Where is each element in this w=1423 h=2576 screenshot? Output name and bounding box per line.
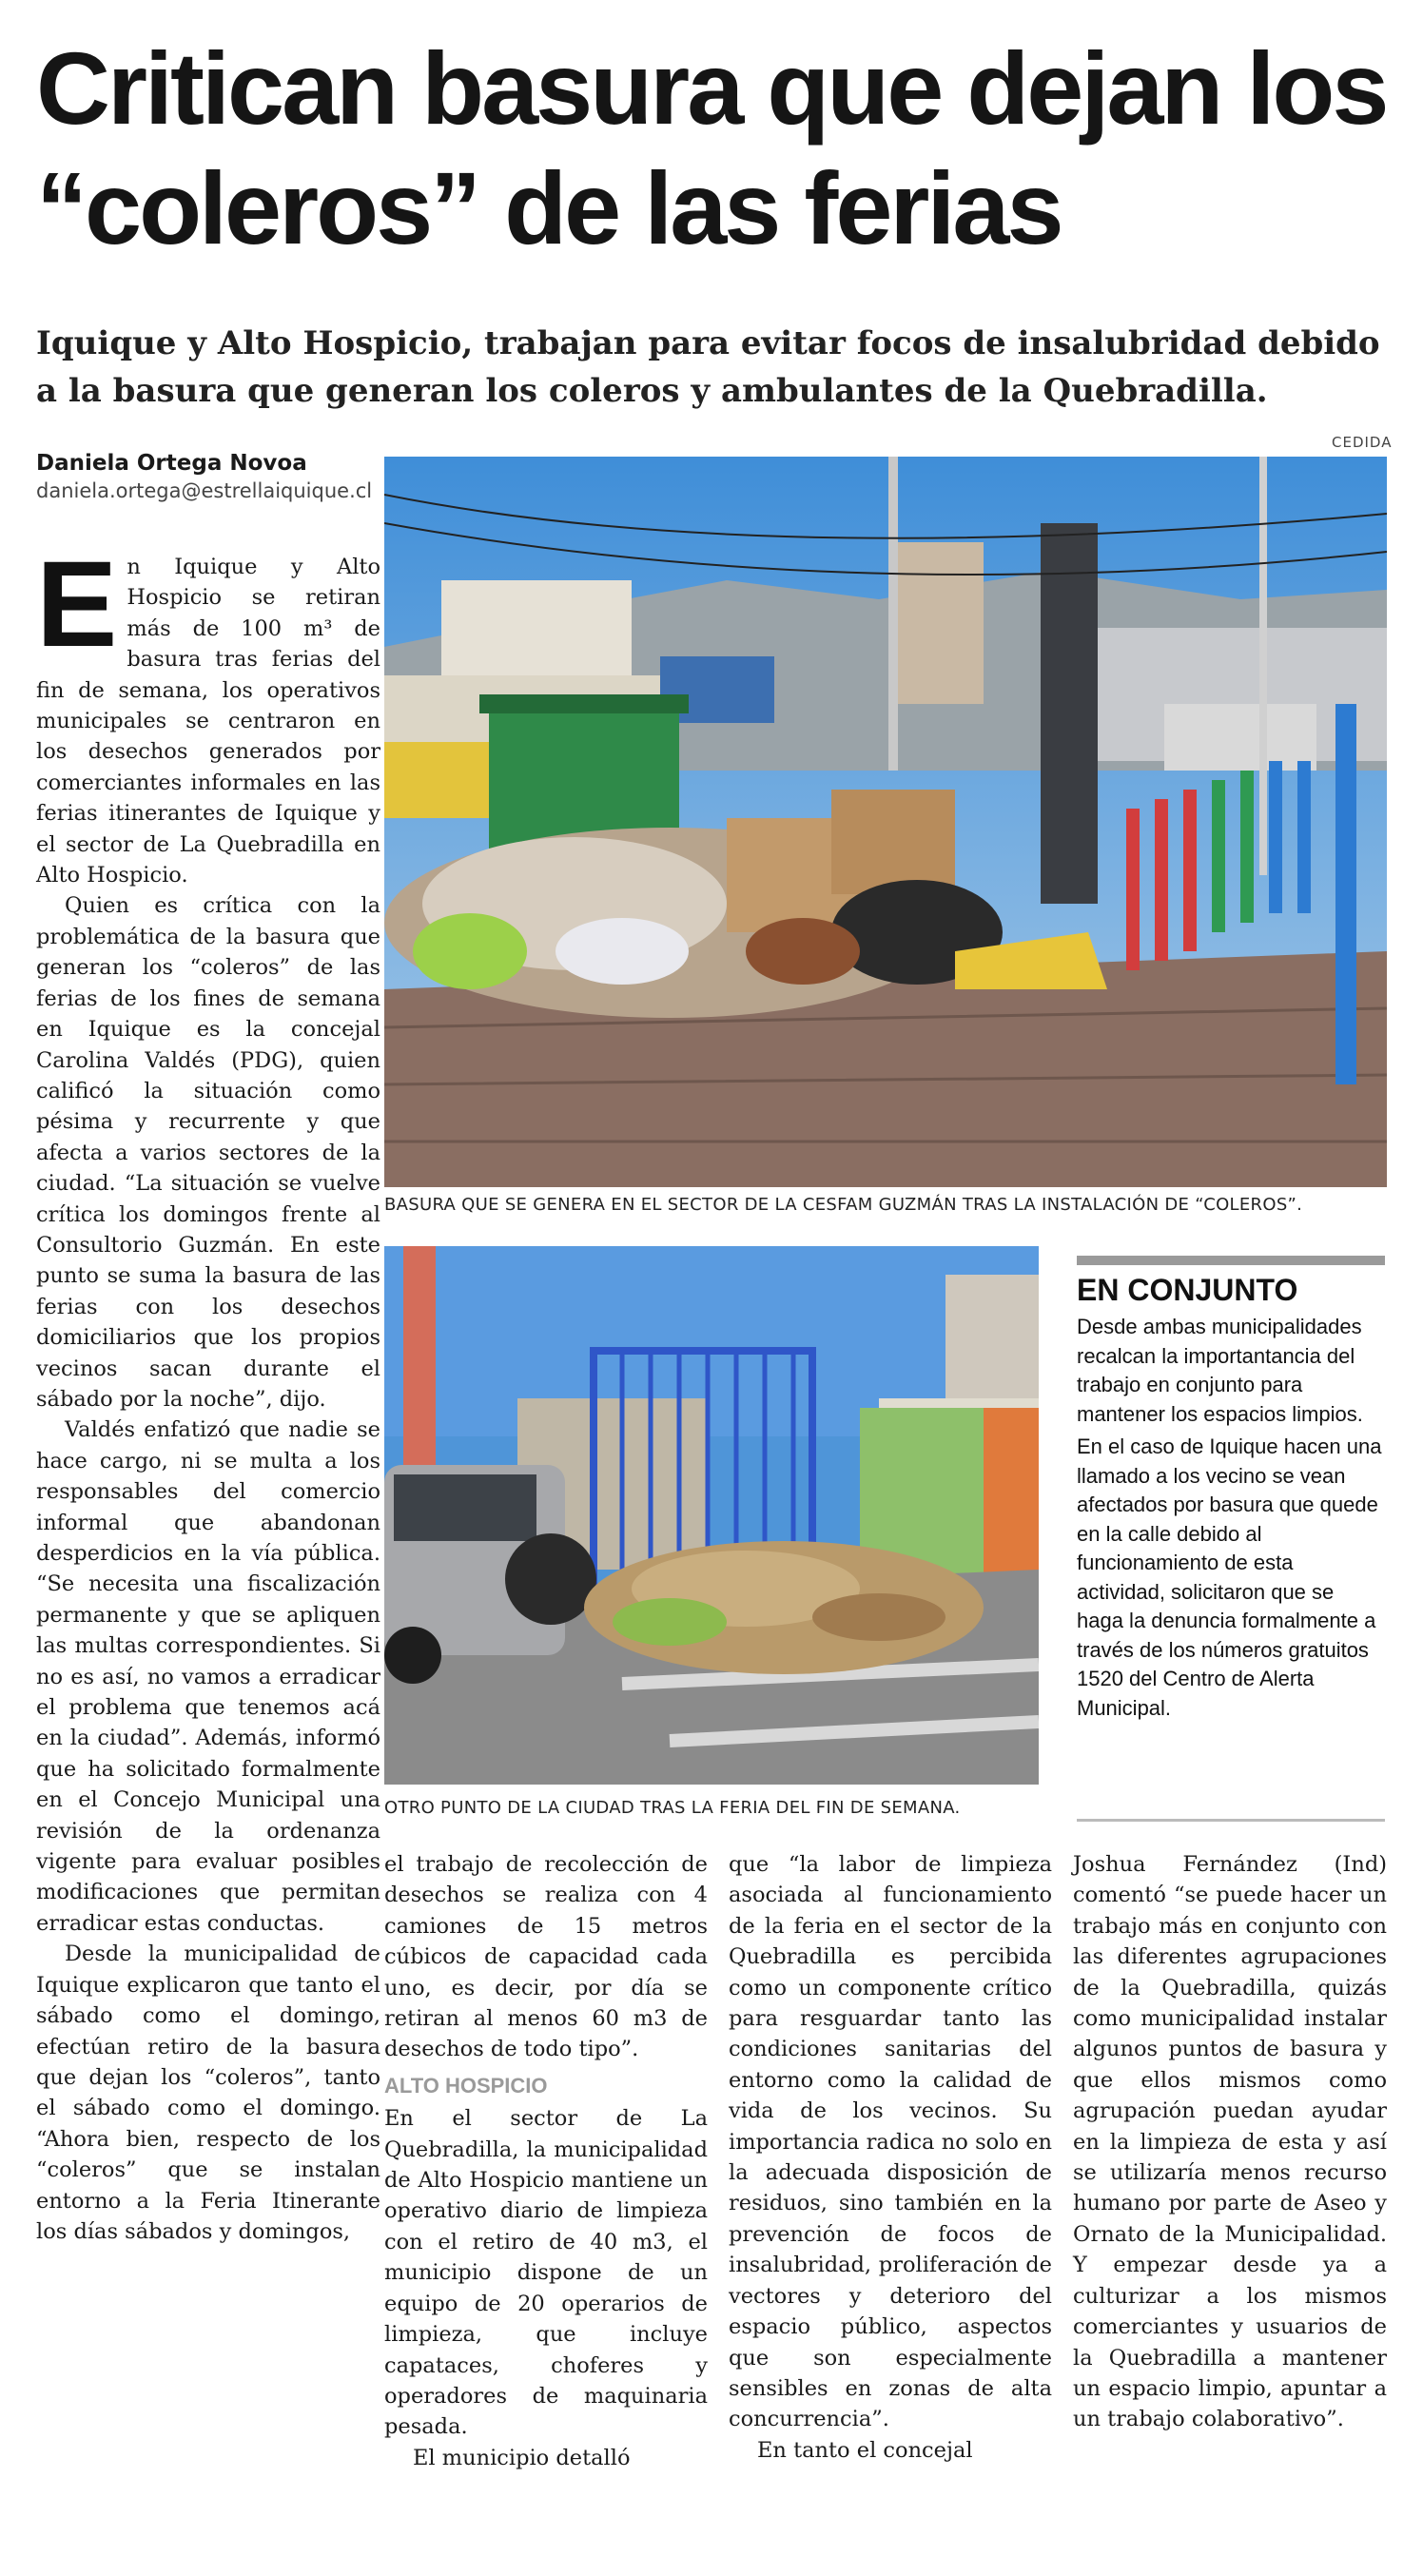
photo1-caption: BASURA QUE SE GENERA EN EL SECTOR DE LA CESFAM GUZMÁN TRAS LA INSTALACIÓN DE “COLEROS”. [384, 1195, 1303, 1215]
headline: Critican basura que dejan los “coleros” de las ferias [36, 30, 1387, 265]
photo-garbage-street [384, 1246, 1039, 1785]
photo2-caption: OTRO PUNTO DE LA CIUDAD TRAS LA FERIA DEL FIN DE SEMANA. [384, 1798, 961, 1818]
author-email: daniela.ortega@estrellaiquique.cl [36, 479, 373, 502]
photo-garbage-cesfam [384, 457, 1387, 1187]
lead-paragraph [36, 537, 380, 890]
paragraph: el trabajo de recolección de desechos se realiza con 4 camiones de 15 metros cúbicos de capacidad cada uno, es decir, por día se retiran al menos 60 m3 de desechos de todo tipo”. [384, 1852, 708, 2062]
author-name: Daniela Ortega Novoa [36, 451, 307, 476]
photo-credit: CEDIDA [1332, 434, 1393, 451]
paragraph: Desde la municipalidad de Iquique explicaron que tanto el sábado como el domingo, efectúan retiro de la basura que dejan los “coleros”, tanto el sábado como el domingo. “Ahora bien, respecto de los “coleros” que se instalan entorno a la Feria Itinerante los días sábados y domingos, [36, 1942, 380, 2244]
lead-text: n Iquique y Alto Hospicio se retiran más de 100 m³ de basura tras ferias del fin de semana, los operativos municipales se centraron en los desechos generados por comerciantes informales en las ferias itinerantes de Iquique y el sector de La Quebradilla en Alto Hospicio. [36, 555, 380, 888]
paragraph: En tanto el concejal [757, 2437, 973, 2463]
dropcap: E [36, 537, 118, 673]
paragraph: El municipio detalló [413, 2445, 631, 2470]
sidebar-body [1077, 1313, 1385, 1727]
paragraph: En el sector de La Quebradilla, la municipalidad de Alto Hospicio mantiene un operativo diario de limpieza con el retiro de 40 m3, el municipio dispone de un equipo de 20 operarios de limpieza, que incluye capataces, choferes y operadores de maquinaria pesada. [384, 2106, 708, 2440]
paragraph: Quien es crítica con la problemática de la basura que generan los “coleros” de las ferias de los fines de semana en Iquique es la concejal Carolina Valdés (PDG), quien calificó la situación como pésima y recurrente y que afecta a varios sectores de la ciudad. “La situación se vuelve crítica los domingos frente al Consultorio Guzmán. En este punto se suma la basura de las ferias con los desechos domiciliarios que los propios vecinos sacan durante el sábado por la noche”, dijo. [36, 893, 380, 1412]
article-column-2 [384, 1849, 708, 2473]
subtitle: Iquique y Alto Hospicio, trabajan para evitar focos de insalubridad debido a la basura que generan los coleros y ambulantes de la Quebradilla. [36, 324, 1380, 410]
article-column-1 [36, 537, 380, 2247]
sidebar-divider [1077, 1819, 1385, 1822]
paragraph: que “la labor de limpieza asociada al funcionamiento de la feria en el sector de la Quebradilla es percibida como un componente crítico para resguardar tanto las condiciones sanitarias del entorno como la calidad de vida de los vecinos. Su importancia radica no solo en la adecuada disposición de residuos, sino también en la prevención de focos de insalubridad, proliferación de vectores y deterioro del espacio público, aspectos que son especialmente sensibles en zonas de alta concurrencia”. [729, 1852, 1052, 2432]
article-column-3 [729, 1849, 1052, 2466]
sidebar-paragraph: En el caso de Iquique hacen una llamado a los vecino se vean afectados por basura que quede en la calle debido al funcionamiento de esta actividad, solicitaron que se haga la denuncia formalmente a través de los números gratuitos 1520 del Centro de Alerta Municipal. [1077, 1434, 1382, 1720]
sidebar-paragraph: Desde ambas municipalidades recalcan la importantancia del trabajo en conjunto para mantener los espacios limpios. [1077, 1315, 1363, 1426]
paragraph: Valdés enfatizó que nadie se hace cargo, ni se multa a los responsables del comercio informal que abandonan desperdicios en la vía pública. “Se necesita una fiscalización permanente y que se apliquen las multas correspondientes. Si no es así, no vamos a erradicar el problema que tenemos acá en la ciudad”. Además, informó que ha solicitado formalmente en el Concejo Municipal una revisión de la ordenanza vigente para evaluar posibles modificaciones que permitan erradicar estas conductas. [36, 1417, 380, 1936]
section-subhead: ALTO HOSPICIO [384, 2073, 548, 2098]
article-column-4 [1073, 1849, 1387, 2435]
paragraph: Joshua Fernández (Ind) comentó “se puede hacer un trabajo más en conjunto con las diferentes agrupaciones de la Quebradilla, quizás como municipalidad instalar algunos puntos de basura y que ellos mismos como agrupación puedan ayudar en la limpieza de esta y así se utilizaría menos recurso humano por parte de Aseo y Ornato de la Municipalidad. Y empezar desde ya a culturizar a los mismos comerciantes y usuarios de la Quebradilla a mantener un espacio limpio, apuntar a un trabajo colaborativo”. [1073, 1852, 1387, 2432]
sidebar-title: EN CONJUNTO [1077, 1256, 1385, 1308]
